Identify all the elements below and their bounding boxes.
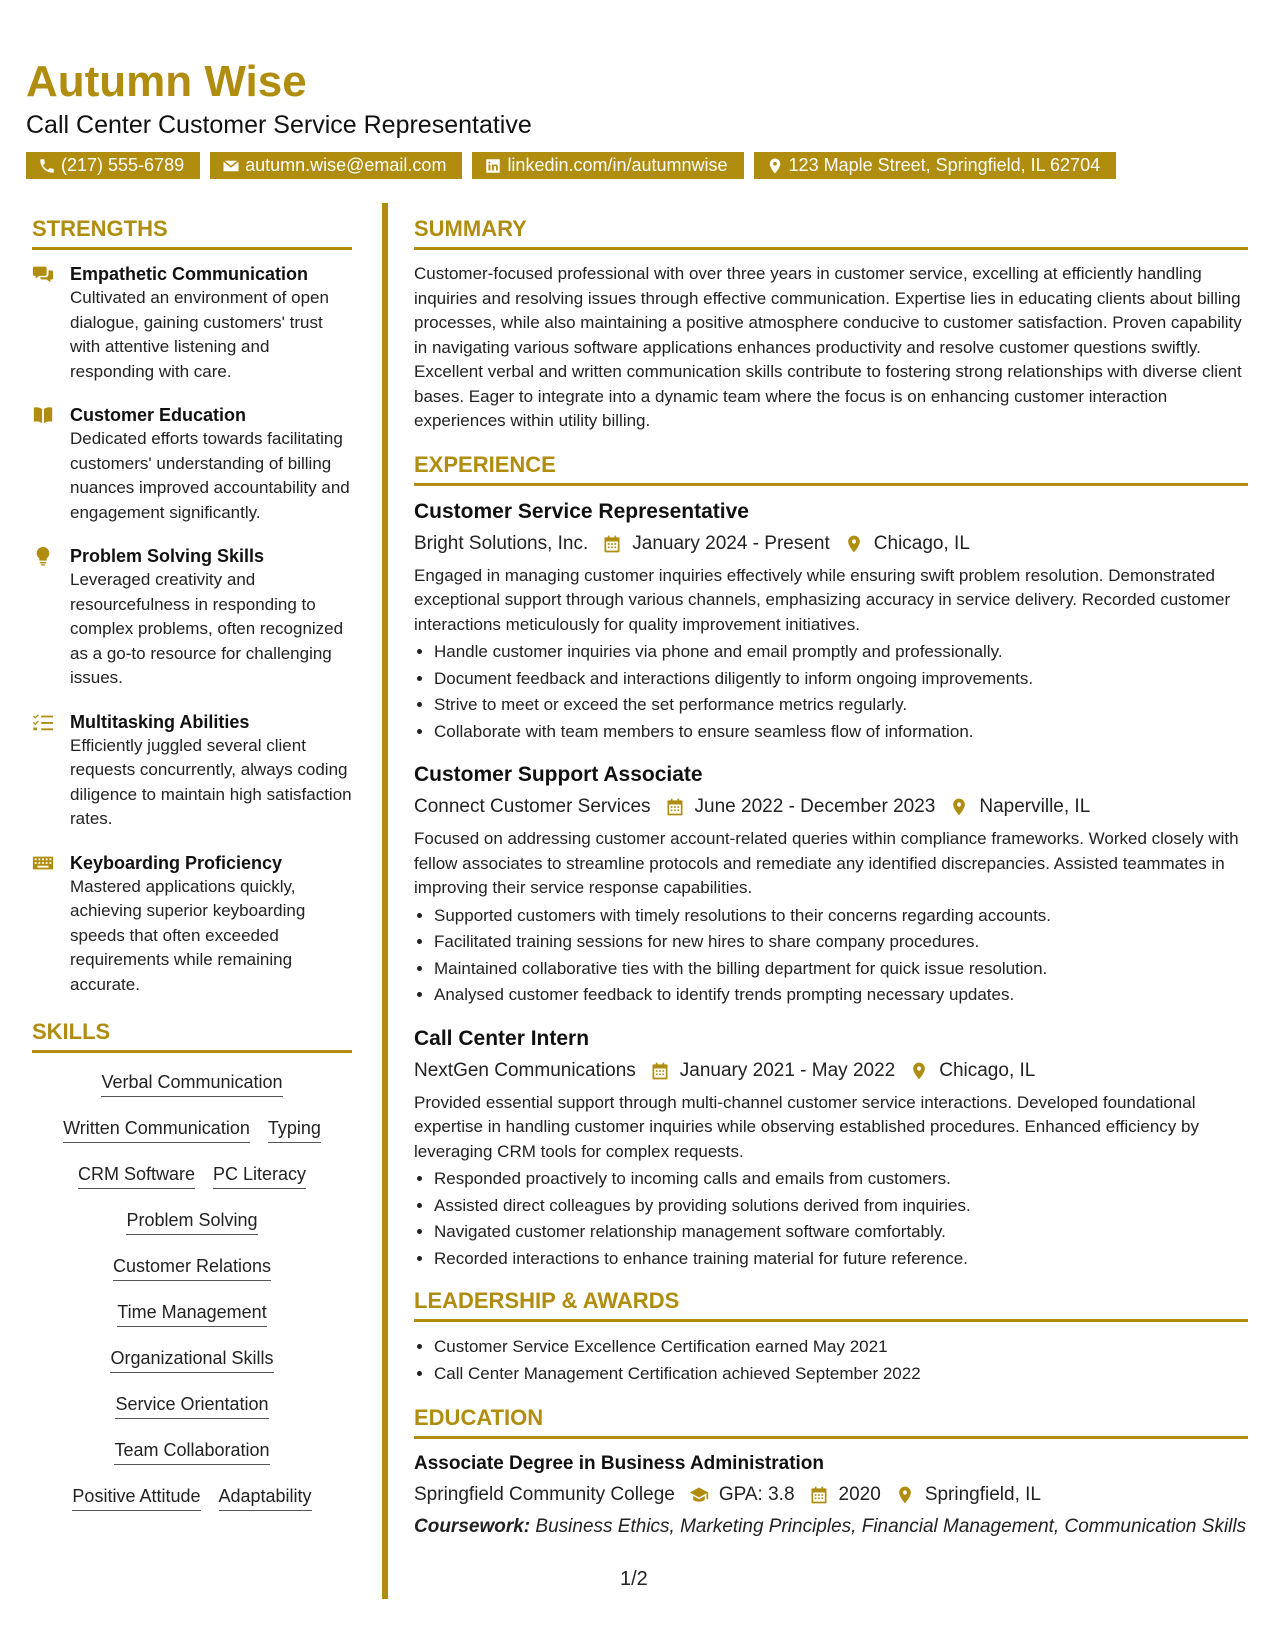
strength-desc: Cultivated an environment of open dialogue, gaining customers' trust with attentive listening and responding with care. bbox=[70, 288, 329, 381]
right-column bbox=[414, 216, 1248, 1539]
contact-bar bbox=[26, 152, 1116, 179]
degree-title: Associate Degree in Business Administration bbox=[414, 1453, 825, 1474]
list-item: • Navigated customer relationship management software comfortably. bbox=[434, 1219, 1248, 1246]
strength-title: Multitasking Abilities bbox=[70, 711, 250, 732]
job-location: Chicago, IL bbox=[939, 1059, 1036, 1081]
skill-tag: Adaptability bbox=[219, 1485, 312, 1511]
skill-tag: Team Collaboration bbox=[114, 1439, 269, 1465]
job-location: Chicago, IL bbox=[873, 532, 970, 554]
job-description: Provided essential support through multi-channel customer service interactions. Developed foundational expertise in handling customer inquiries while observing established procedures. Enhanced efficiency by leveraging CRM tools for complex requests. bbox=[414, 1092, 1199, 1161]
job-dates: June 2022 - December 2023 bbox=[694, 796, 936, 817]
job-company: NextGen Communications bbox=[414, 1059, 636, 1081]
job-entry-title: Customer Service Representative bbox=[414, 499, 749, 523]
strength-title: Customer Education bbox=[70, 405, 247, 425]
page-number: 1/2 bbox=[620, 1568, 648, 1590]
map-pin-icon bbox=[949, 797, 969, 817]
job-entry bbox=[414, 498, 1248, 746]
list-item: • Strive to meet or exceed the set performance metrics regularly. bbox=[434, 692, 1248, 719]
job-meta bbox=[414, 530, 1248, 558]
contact-address bbox=[754, 152, 1117, 179]
education-meta bbox=[414, 1481, 1248, 1509]
school-name: Springfield Community College bbox=[414, 1484, 675, 1505]
chat-bubbles-icon bbox=[32, 263, 54, 285]
job-meta bbox=[414, 1057, 1248, 1085]
job-dates: January 2024 - Present bbox=[632, 532, 830, 554]
contact-phone-text: (217) 555-6789 bbox=[61, 155, 185, 175]
strength-title: Problem Solving Skills bbox=[70, 546, 265, 566]
calendar-icon bbox=[650, 1061, 670, 1081]
list-item: • Supported customers with timely resolutions to their concerns regarding accounts. bbox=[434, 903, 1248, 930]
job-company: Bright Solutions, Inc. bbox=[414, 532, 589, 554]
skill-tag: Time Management bbox=[117, 1301, 266, 1327]
experience-heading: EXPERIENCE bbox=[414, 452, 1248, 486]
strength-desc: Leveraged creativity and resourcefulness in responding to complex problems, often recognized as a go-to resource for challenging issues. bbox=[70, 570, 344, 687]
list-item: • Responded proactively to incoming calls and emails from customers. bbox=[434, 1166, 1248, 1193]
phone-icon bbox=[38, 157, 56, 175]
job-title: Call Center Customer Service Representative bbox=[26, 111, 532, 139]
linkedin-icon bbox=[484, 157, 502, 175]
contact-address-text: 123 Maple Street, Springfield, IL 62704 bbox=[788, 155, 1101, 175]
strength-item bbox=[32, 403, 352, 525]
skill-tag: Customer Relations bbox=[113, 1255, 271, 1281]
school-location: Springfield, IL bbox=[924, 1484, 1041, 1505]
graduation-cap-icon bbox=[689, 1485, 709, 1505]
lightbulb-icon bbox=[32, 545, 54, 567]
map-pin-icon bbox=[895, 1485, 915, 1505]
map-pin-icon bbox=[909, 1061, 929, 1081]
skill-tag: Service Orientation bbox=[115, 1393, 268, 1419]
left-column bbox=[32, 216, 352, 1531]
list-item: • Assisted direct colleagues by providing solutions derived from inquiries. bbox=[434, 1193, 1248, 1220]
skill-tag: PC Literacy bbox=[213, 1163, 306, 1189]
list-item: • Facilitated training sessions for new hires to share company procedures. bbox=[434, 929, 1248, 956]
skill-tag: Typing bbox=[268, 1117, 321, 1143]
contact-email[interactable] bbox=[210, 152, 462, 179]
job-meta bbox=[414, 793, 1248, 821]
list-item: • Recorded interactions to enhance training material for future reference. bbox=[434, 1246, 1248, 1273]
list-item: • Maintained collaborative ties with the billing department for quick issue resolution. bbox=[434, 956, 1248, 983]
calendar-icon bbox=[602, 534, 622, 554]
column-divider bbox=[382, 203, 388, 1599]
skill-tag: Positive Attitude bbox=[72, 1485, 200, 1511]
graduation-year: 2020 bbox=[838, 1484, 881, 1505]
skills-heading: SKILLS bbox=[32, 1019, 352, 1053]
envelope-icon bbox=[222, 157, 240, 175]
job-bullets bbox=[414, 903, 1248, 1009]
skill-tag: Written Communication bbox=[63, 1117, 250, 1143]
skill-tag: Problem Solving bbox=[126, 1209, 257, 1235]
contact-linkedin-text: linkedin.com/in/autumnwise bbox=[507, 155, 728, 175]
list-item: • Call Center Management Certification achieved September 2022 bbox=[434, 1361, 1248, 1388]
summary-heading: SUMMARY bbox=[414, 216, 1248, 250]
job-entry-title: Call Center Intern bbox=[414, 1026, 590, 1050]
job-company: Connect Customer Services bbox=[414, 796, 651, 817]
job-bullets bbox=[414, 639, 1248, 745]
strength-item bbox=[32, 544, 352, 691]
job-location: Naperville, IL bbox=[979, 796, 1091, 817]
coursework bbox=[414, 1515, 1248, 1539]
coursework-label: Coursework: bbox=[414, 1516, 531, 1537]
list-item: • Customer Service Excellence Certification earned May 2021 bbox=[434, 1334, 1248, 1361]
job-description: Engaged in managing customer inquiries effectively while ensuring swift problem resolution. Demonstrated exceptional support through various channels, emphasizing accuracy in service delivery. Recorded customer interactions meticulously for quality improvement initiatives. bbox=[414, 565, 1231, 634]
job-entry-title: Customer Support Associate bbox=[414, 763, 703, 786]
calendar-icon bbox=[665, 797, 685, 817]
contact-phone[interactable] bbox=[26, 152, 200, 179]
strength-title: Empathetic Communication bbox=[70, 264, 309, 284]
leadership-list bbox=[414, 1334, 1248, 1387]
list-item: • Document feedback and interactions diligently to inform ongoing improvements. bbox=[434, 666, 1248, 693]
job-description: Focused on addressing customer account-related queries within compliance frameworks. Worked closely with fellow associates to streamline protocols and remediate any identified discrepancies. Assisted teammates in improving their service response capabilities. bbox=[414, 829, 1239, 897]
map-pin-icon bbox=[844, 534, 864, 554]
book-icon bbox=[32, 404, 54, 426]
job-entry bbox=[414, 761, 1248, 1009]
strength-desc: Dedicated efforts towards facilitating customers' understanding of billing nuances improved accountability and engagement significantly. bbox=[70, 429, 350, 522]
list-item: • Handle customer inquiries via phone and email promptly and professionally. bbox=[434, 639, 1248, 666]
job-dates: January 2021 - May 2022 bbox=[679, 1059, 896, 1081]
strength-title: Keyboarding Proficiency bbox=[70, 852, 283, 873]
contact-linkedin[interactable] bbox=[472, 152, 743, 179]
strengths-heading: STRENGTHS bbox=[32, 216, 352, 250]
skill-tag: Verbal Communication bbox=[101, 1071, 282, 1097]
list-item: • Analysed customer feedback to identify trends prompting necessary updates. bbox=[434, 982, 1248, 1009]
skill-tag: CRM Software bbox=[78, 1163, 195, 1189]
job-entry bbox=[414, 1025, 1248, 1273]
strength-desc: Efficiently juggled several client requests concurrently, always coding diligence to maintain high satisfaction rates. bbox=[70, 735, 352, 828]
skills-list bbox=[32, 1069, 352, 1511]
candidate-name: Autumn Wise bbox=[26, 57, 307, 106]
contact-email-text: autumn.wise@email.com bbox=[245, 155, 447, 175]
education-heading: EDUCATION bbox=[414, 1405, 1248, 1439]
calendar-icon bbox=[809, 1485, 829, 1505]
strength-item bbox=[32, 851, 352, 998]
skill-tag: Organizational Skills bbox=[110, 1347, 273, 1373]
list-item: • Collaborate with team members to ensure seamless flow of information. bbox=[434, 719, 1248, 746]
coursework-list: Business Ethics, Marketing Principles, Financial Management, Communication Skills bbox=[535, 1516, 1247, 1537]
keyboard-icon bbox=[32, 852, 54, 874]
strength-item bbox=[32, 262, 352, 384]
job-bullets bbox=[414, 1166, 1248, 1272]
strength-desc: Mastered applications quickly, achieving superior keyboarding speeds that often exceeded requirements while remaining accurate. bbox=[70, 876, 306, 994]
map-pin-icon bbox=[766, 157, 784, 175]
gpa: GPA: 3.8 bbox=[718, 1484, 795, 1505]
summary-text: Customer-focused professional with over three years in customer service, excelling at efficiently handling inquiries and resolving issues through effective communication. Expertise lies in educating clients about billing processes, while also maintaining a positive atmosphere conducive to customer satisfaction. Proven capability in navigating various software applications enhances productivity and resolve customer questions swiftly. Excellent verbal and written communication skills contribute to fostering strong relationships with diverse client bases. Eager to integrate into a dynamic team where the focus is on enhancing customer interaction experiences within utility billing. bbox=[414, 264, 1242, 430]
checklist-icon bbox=[32, 711, 54, 733]
leadership-heading: LEADERSHIP & AWARDS bbox=[414, 1288, 1248, 1322]
strength-item bbox=[32, 710, 352, 832]
